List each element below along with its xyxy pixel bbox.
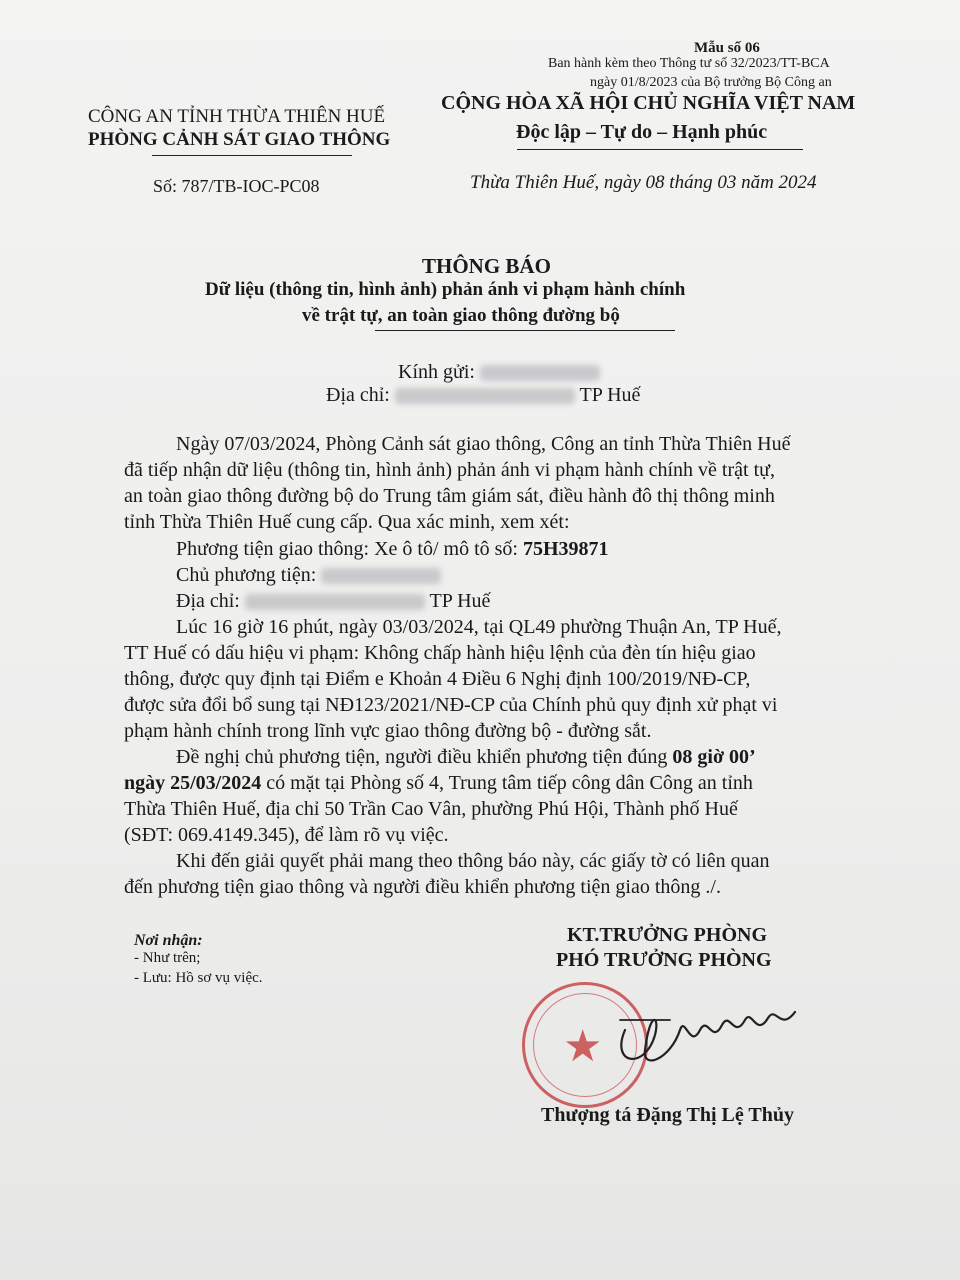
recipient-item: - Như trên; xyxy=(134,950,201,966)
body-line: được sửa đổi bổ sung tại NĐ123/2021/NĐ-CP của Chính phủ quy định xử phạt vi xyxy=(124,694,778,716)
agency-parent: CÔNG AN TỈNH THỪA THIÊN HUẾ xyxy=(88,106,386,127)
recipient-line xyxy=(398,361,600,384)
form-number: Mẫu số 06 xyxy=(694,40,760,56)
motto-underline xyxy=(517,149,803,150)
document-number: Số: 787/TB-IOC-PC08 xyxy=(153,176,320,196)
agency-underline xyxy=(152,155,352,156)
owner-line xyxy=(176,564,441,587)
notice-subtitle-2: về trật tự, an toàn giao thông đường bộ xyxy=(302,305,620,326)
body-line: Khi đến giải quyết phải mang theo thông báo này, các giấy tờ có liên quan xyxy=(176,850,770,872)
signer-name: Thượng tá Đặng Thị Lệ Thủy xyxy=(541,1104,794,1126)
agency-name: PHÒNG CẢNH SÁT GIAO THÔNG xyxy=(88,129,391,150)
body-line: TT Huế có dấu hiệu vi phạm: Không chấp hành hiệu lệnh của đèn tín hiệu giao xyxy=(124,642,756,664)
vehicle-plate: 75H39871 xyxy=(522,538,609,560)
owner-address-line xyxy=(176,590,490,613)
body-line: Lúc 16 giờ 16 phút, ngày 03/03/2024, tại QL49 phường Thuận An, TP Huế, xyxy=(176,616,782,638)
recipient-address-label: Địa chỉ: xyxy=(326,384,390,406)
country-name: CỘNG HÒA XÃ HỘI CHỦ NGHĨA VIỆT NAM xyxy=(441,92,856,114)
request-line-2 xyxy=(124,772,753,795)
body-line: thông, được quy định tại Điểm e Khoản 4 Điều 6 Nghị định 100/2019/NĐ-CP, xyxy=(124,668,751,690)
owner-label: Chủ phương tiện: xyxy=(176,564,317,586)
redacted-owner xyxy=(321,568,441,584)
form-issued-with: Ban hành kèm theo Thông tư số 32/2023/TT-BCA xyxy=(548,56,830,71)
body-line: đến phương tiện giao thông và người điều khiển phương tiện giao thông ./. xyxy=(124,876,721,898)
body-line: Thừa Thiên Huế, địa chỉ 50 Trần Cao Vân, phường Phú Hội, Thành phố Huế xyxy=(124,798,738,820)
place-date: Thừa Thiên Huế, ngày 08 tháng 03 năm 2024 xyxy=(470,172,817,193)
title-underline xyxy=(375,330,675,331)
redacted-name xyxy=(480,365,600,381)
owner-city: TP Huế xyxy=(429,590,491,612)
vehicle-line xyxy=(176,538,609,561)
body-line: đã tiếp nhận dữ liệu (thông tin, hình ảnh) phản ánh vi phạm hành chính về trật tự, xyxy=(124,459,775,481)
vehicle-label: Phương tiện giao thông: Xe ô tô/ mô tô số: xyxy=(176,538,518,560)
body-line: an toàn giao thông đường bộ do Trung tâm giám sát, điều hành đô thị thông minh xyxy=(124,485,775,507)
body-line: (SĐT: 069.4149.345), để làm rõ vụ việc. xyxy=(124,824,449,846)
recipient-city: TP Huế xyxy=(579,384,641,406)
signer-title-1: KT.TRƯỞNG PHÒNG xyxy=(567,924,767,946)
body-line: tỉnh Thừa Thiên Huế cung cấp. Qua xác minh, xem xét: xyxy=(124,511,570,533)
appointment-date: ngày 25/03/2024 xyxy=(124,772,262,794)
redacted-address xyxy=(395,388,575,404)
recipient-address-line xyxy=(326,384,640,407)
notice-subtitle-1: Dữ liệu (thông tin, hình ảnh) phản ánh vi phạm hành chính xyxy=(205,279,686,300)
notice-title: THÔNG BÁO xyxy=(422,254,551,278)
request-text: Đề nghị chủ phương tiện, người điều khiển phương tiện đúng xyxy=(176,746,668,768)
redacted-owner-address xyxy=(245,594,425,610)
signature-scribble xyxy=(600,990,810,1080)
body-line: phạm hành chính trong lĩnh vực giao thông đường bộ - đường sắt. xyxy=(124,720,652,742)
motto: Độc lập – Tự do – Hạnh phúc xyxy=(516,121,768,143)
signer-title-2: PHÓ TRƯỞNG PHÒNG xyxy=(556,949,772,971)
form-issued-date: ngày 01/8/2023 của Bộ trưởng Bộ Công an xyxy=(590,75,832,90)
request-line-1 xyxy=(176,746,756,769)
star-icon: ★ xyxy=(563,1022,603,1071)
owner-address-label: Địa chỉ: xyxy=(176,590,240,612)
appointment-time: 08 giờ 00’ xyxy=(672,746,756,768)
recipients-heading: Nơi nhận: xyxy=(134,932,203,949)
request-text: có mặt tại Phòng số 4, Trung tâm tiếp công dân Công an tỉnh xyxy=(266,772,753,794)
recipient-item: - Lưu: Hồ sơ vụ việc. xyxy=(134,970,263,986)
recipient-label: Kính gửi: xyxy=(398,361,475,383)
body-line: Ngày 07/03/2024, Phòng Cảnh sát giao thông, Công an tỉnh Thừa Thiên Huế xyxy=(176,433,791,455)
